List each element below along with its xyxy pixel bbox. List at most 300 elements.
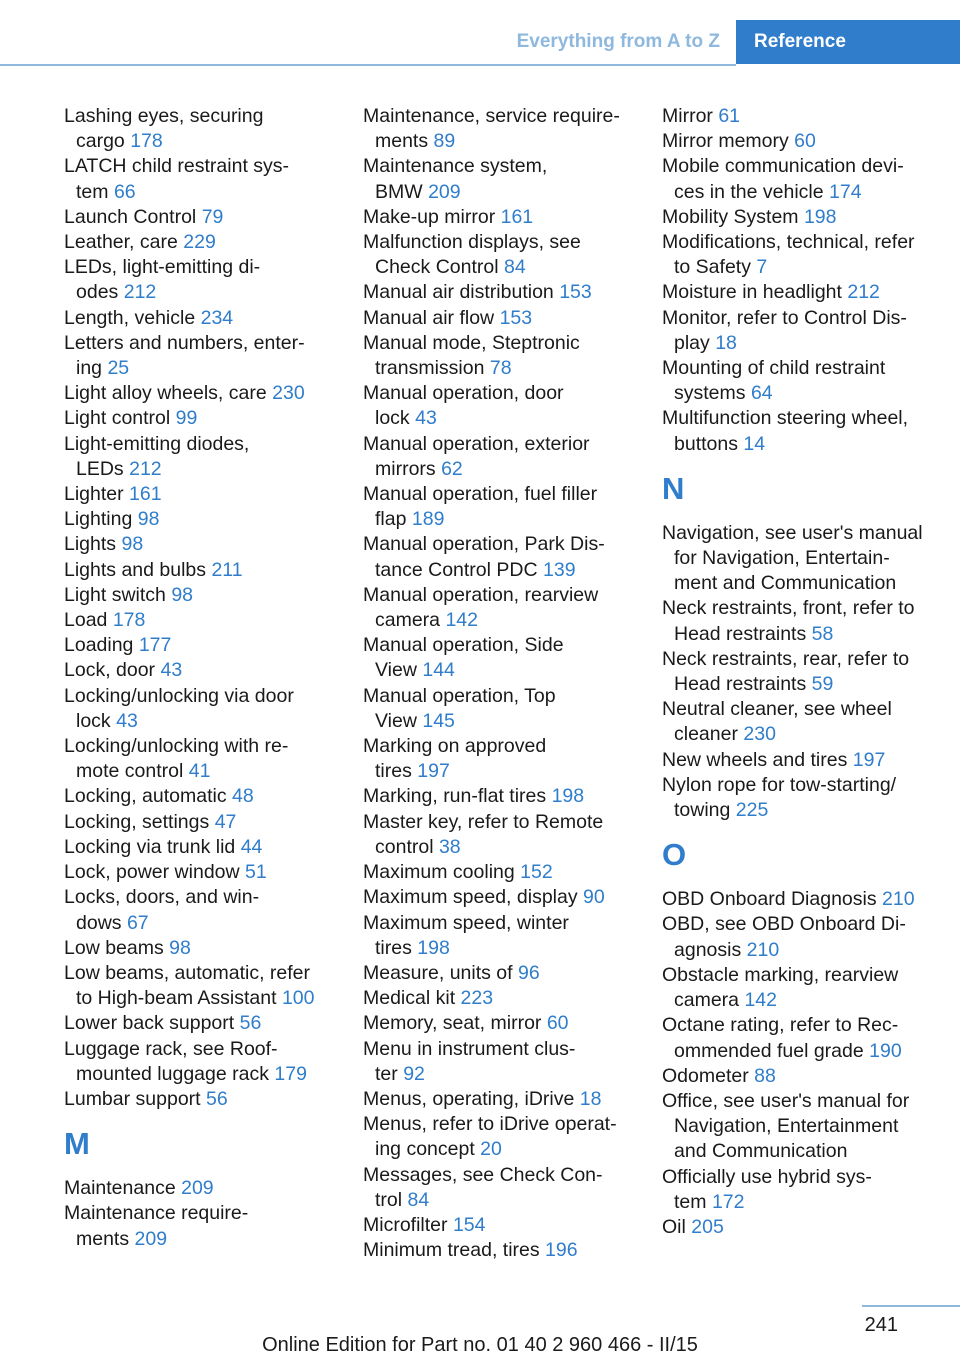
index-entry-text: Monitor, refer to Control Dis- [662,306,907,329]
page-reference-link[interactable]: 210 [882,888,915,911]
index-entry [64,406,336,431]
index-entry-text: Menus, operating, iDrive [363,1087,575,1110]
index-entry-text: Nylon rope for tow-starting/ [662,773,897,796]
index-entry [64,432,336,482]
index-entry [662,356,934,406]
index-entry-text: Manual air distribution [363,281,554,304]
index-entry [363,961,635,986]
page-reference-link[interactable]: 51 [245,861,267,884]
page-reference-link[interactable]: 223 [460,987,494,1010]
page-reference-link[interactable]: 60 [546,1012,569,1035]
index-entry-text: Modifications, technical, refer [662,231,915,254]
page-reference-link[interactable]: 62 [441,457,463,480]
index-entry-text: lock [375,407,410,430]
index-entry-text: ing [76,357,103,380]
index-entry [64,532,336,557]
index-entry-text: Locking, settings [64,810,210,833]
index-entry [662,154,934,204]
index-entry [64,885,336,935]
page-reference-link[interactable]: 38 [438,835,461,858]
page-reference-link[interactable]: 154 [452,1213,486,1236]
index-entry-text: tance Control PDC [375,558,538,581]
index-entry-text: Manual air flow [363,306,495,329]
index-entry-text: Letters and numbers, enter- [64,331,305,354]
page-reference-link[interactable]: 20 [480,1138,502,1161]
index-entry-text: cleaner [674,723,738,746]
index-entry [363,1011,635,1036]
page-reference-link[interactable]: 177 [138,634,172,657]
index-entry [64,1176,336,1201]
edition-note: Online Edition for Part no. 01 40 2 960 466 - II/15 [262,1334,698,1356]
page-reference-link[interactable]: 43 [160,659,183,682]
page-reference-link[interactable]: 90 [583,886,605,909]
index-entry-text: Maximum cooling [363,861,515,884]
index-entry-text: Lighter [64,483,124,506]
index-entry [64,684,336,734]
index-entry-text: for Navigation, Entertain- [674,547,890,570]
index-entry-text: Length, vehicle [64,306,196,329]
index-entry-text: LEDs, light-emitting di- [64,256,261,279]
page-reference-link[interactable]: 78 [489,357,512,380]
index-entry [64,255,336,305]
index-entry-text: Low beams [64,936,164,959]
index-entry-text: Head restraints [674,622,807,645]
index-entry-text: and Communication [674,1140,848,1163]
index-entry-text: Office, see user's manual for [662,1089,910,1112]
index-entry [363,885,635,910]
index-entry-text: mounted luggage rack [76,1062,269,1085]
index-entry [64,835,336,860]
page-reference-link[interactable]: 210 [746,938,780,961]
index-entry-text: Mirror memory [662,130,789,153]
page-reference-link[interactable]: 43 [415,407,437,430]
index-entry [64,658,336,683]
index-entry [662,596,934,646]
page-reference-link[interactable]: 229 [183,231,216,254]
index-entry-text: Maintenance [64,1177,176,1200]
index-entry [363,154,635,204]
index-entry-text: mirrors [375,457,436,480]
index-entry-text: flap [375,508,407,531]
index-entry [363,381,635,431]
index-entry [64,810,336,835]
index-entry-text: Messages, see Check Con- [363,1163,603,1186]
index-entry [64,482,336,507]
index-entry-text: Navigation, Entertainment [674,1115,899,1138]
index-entry-text: Lights [64,533,117,556]
index-entry-text: Marking on approved [363,735,547,758]
index-entry [662,697,934,747]
index-entry-text: odes [76,281,119,304]
index-entry-text: ments [375,130,429,153]
index-entry-text: Light control [64,407,171,430]
index-entry-text: Lashing eyes, securing [64,105,264,127]
page-reference-link[interactable]: 196 [545,1239,578,1262]
index-entry-text: Neck restraints, front, refer to [662,597,915,620]
index-entry [363,1037,635,1087]
index-entry-text: OBD Onboard Diagnosis [662,888,877,911]
page-reference-link[interactable]: 84 [407,1188,430,1211]
index-entry-text: tem [674,1190,707,1213]
index-entry-text: buttons [674,432,738,455]
index-entry [363,734,635,784]
page-reference-link[interactable]: 212 [847,281,880,304]
page-reference-link[interactable]: 56 [239,1012,262,1035]
index-entry-text: Mirror [662,105,713,127]
index-entry [662,280,934,305]
index-entry-text: Officially use hybrid sys- [662,1165,872,1188]
index-entry [363,331,635,381]
index-entry-text: Maintenance, service require- [363,105,620,127]
page-reference-link[interactable]: 96 [518,961,540,984]
page-reference-link[interactable]: 7 [756,256,768,279]
page-reference-link[interactable]: 172 [711,1190,745,1213]
index-entry-text: to Safety [674,256,751,279]
index-entry-text: systems [674,382,746,405]
index-entry [64,936,336,961]
index-entry-text: Multifunction steering wheel, [662,407,909,430]
page-reference-link[interactable]: 198 [417,936,450,959]
index-entry [363,1163,635,1213]
index-entry [64,1201,336,1251]
page-reference-link[interactable]: 59 [811,673,834,696]
index-entry [363,1213,635,1238]
page-reference-link[interactable]: 79 [201,205,224,228]
index-entry [64,104,336,154]
index-entry-text: ment and Communication [674,572,897,595]
index-entry-text: trol [375,1188,403,1211]
page-reference-link[interactable]: 14 [743,432,766,455]
index-entry-text: Moisture in headlight [662,281,842,304]
index-entry-text: Light switch [64,583,166,606]
page-reference-link[interactable]: 189 [411,508,445,531]
page-reference-link[interactable]: 98 [121,533,144,556]
index-entry [64,1037,336,1087]
index-letter-heading: M [64,1126,90,1162]
page-reference-link[interactable]: 211 [211,558,243,581]
index-entry-text: Leather, care [64,231,178,254]
page-reference-link[interactable]: 212 [129,457,162,480]
index-entry-text: Maintenance system, [363,155,548,178]
index-entry [363,810,635,860]
index-entry-text: Check Control [375,256,499,279]
index-entry-text: Lights and bulbs [64,558,207,581]
index-entry-text: dows [76,911,122,934]
index-entry-text: Make-up mirror [363,205,496,228]
index-entry-text: Lock, power window [64,861,240,884]
index-entry-text: LEDs [76,457,124,480]
index-entry-text: Mounting of child restraint [662,357,886,380]
page-reference-link[interactable]: 153 [499,306,533,329]
index-entry-text: towing [674,799,731,822]
index-entry [64,205,336,230]
index-entry [363,986,635,1011]
index-entry-text: Marking, run-flat tires [363,785,547,808]
page-reference-link[interactable]: 190 [869,1039,902,1062]
index-entry [64,381,336,406]
index-entry [64,1011,336,1036]
index-entry [64,230,336,255]
index-entry [662,912,934,962]
index-entry-text: Light-emitting diodes, [64,432,250,455]
index-entry-text: Manual operation, exterior [363,432,590,455]
index-entry [662,205,934,230]
index-entry [662,406,934,456]
header-section-title: Everything from A to Z [516,31,720,52]
index-entry-text: Locking/unlocking with re- [64,735,289,758]
page-reference-link[interactable]: 64 [750,382,773,405]
index-entry-text: camera [674,989,740,1012]
index-entry [662,521,934,597]
index-column-2 [363,104,635,1263]
index-entry [662,773,934,823]
page-reference-link[interactable]: 18 [715,331,737,354]
index-entry-text: cargo [76,130,125,153]
page-reference-link[interactable]: 142 [445,609,478,632]
page-reference-link[interactable]: 174 [829,180,862,203]
index-entry [363,306,635,331]
page-reference-link[interactable]: 230 [743,723,776,746]
index-entry-text: Locks, doors, and win- [64,886,260,909]
index-entry-text: tem [76,180,109,203]
page-reference-link[interactable]: 99 [175,407,198,430]
page-reference-link[interactable]: 161 [129,483,162,506]
index-entry-text: Locking, automatic [64,785,227,808]
page-reference-link[interactable]: 47 [214,810,237,833]
page-reference-link[interactable]: 67 [126,911,149,934]
index-entry-text: View [375,659,417,682]
page-reference-link[interactable]: 198 [551,785,585,808]
index-entry [662,647,934,697]
index-entry-text: camera [375,609,441,632]
index-entry-text: Octane rating, refer to Rec- [662,1014,899,1037]
index-entry-text: Malfunction displays, see [363,231,581,254]
page-reference-link[interactable]: 66 [113,180,136,203]
index-entry-text: Locking via trunk lid [64,835,236,858]
index-entry [363,911,635,961]
index-entry-text: ces in the vehicle [674,180,824,203]
index-entry-text: Manual operation, door [363,382,564,405]
index-entry [662,129,934,154]
index-entry-text: LATCH child restraint sys- [64,155,290,178]
page-reference-link[interactable]: 161 [500,205,534,228]
index-entry [64,507,336,532]
index-entry-text: Lumbar support [64,1087,201,1110]
index-entry-text: Maintenance require- [64,1202,249,1225]
page-reference-link[interactable]: 209 [134,1227,168,1250]
index-entry-text: tires [375,760,412,783]
page-reference-link[interactable]: 61 [718,105,741,127]
index-entry-text: Oil [662,1215,686,1238]
index-entry [662,963,934,1013]
page-reference-link[interactable]: 225 [735,799,769,822]
page-reference-link[interactable]: 89 [433,130,456,153]
index-entry-text: Measure, units of [363,961,513,984]
index-entry [363,432,635,482]
page-reference-link[interactable]: 25 [107,357,130,380]
index-column-1 [64,104,336,1252]
page-reference-link[interactable]: 178 [112,609,146,632]
index-entry-text: Manual operation, Side [363,634,564,657]
index-entry [662,1215,934,1240]
index-entry [64,331,336,381]
index-entry-text: tires [375,936,412,959]
page-number: 241 [864,1314,898,1336]
index-entry [64,961,336,1011]
page-reference-link[interactable]: 234 [200,306,234,329]
index-entry-text: Obstacle marking, rearview [662,963,899,986]
index-entry-text: Menu in instrument clus- [363,1037,576,1060]
index-entry-text: Mobile communication devi- [662,155,904,178]
page-reference-link[interactable]: 98 [137,508,160,531]
page-reference-link[interactable]: 43 [116,709,138,732]
index-letter-heading: N [662,470,685,506]
index-entry-text: Manual operation, fuel filler [363,483,598,506]
index-entry [662,1013,934,1063]
page-reference-link[interactable]: 153 [559,281,592,304]
page-reference-link[interactable]: 178 [130,130,163,153]
index-entry-text: Load [64,609,108,632]
index-entry [363,860,635,885]
index-entry-text: to High-beam Assistant [76,987,277,1010]
index-entry-text: Maximum speed, display [363,886,578,909]
page-reference-link[interactable]: 18 [579,1087,602,1110]
index-entry-text: Manual operation, rearview [363,583,599,606]
page-reference-link[interactable]: 230 [272,382,305,405]
page-reference-link[interactable]: 179 [274,1062,307,1085]
index-entry [363,205,635,230]
index-entry [363,280,635,305]
index-entry-text: Neutral cleaner, see wheel [662,698,892,721]
index-entry-text: Neck restraints, rear, refer to [662,647,910,670]
page-reference-link[interactable]: 92 [403,1062,425,1085]
index-entry-text: Memory, seat, mirror [363,1012,542,1035]
footer-rule [862,1305,960,1307]
index-entry-text: Mobility System [662,205,799,228]
index-entry-text: Odometer [662,1064,749,1087]
index-entry-text: Luggage rack, see Roof- [64,1037,278,1060]
index-entry-text: OBD, see OBD Onboard Di- [662,913,906,936]
index-entry [662,887,934,912]
index-entry-text: New wheels and tires [662,748,848,771]
page-reference-link[interactable]: 212 [123,281,157,304]
index-entry [64,306,336,331]
index-entry [363,784,635,809]
index-entry-text: play [674,331,710,354]
index-entry [363,684,635,734]
page-reference-link[interactable]: 48 [232,785,254,808]
index-entry-text: Locking/unlocking via door [64,684,294,707]
index-entry-text: View [375,709,417,732]
page-reference-link[interactable]: 205 [691,1215,724,1238]
index-entry [363,1087,635,1112]
index-entry-text: Microfilter [363,1213,448,1236]
index-entry [64,154,336,204]
index-entry-text: Loading [64,634,134,657]
page-reference-link[interactable]: 98 [169,936,191,959]
page-reference-link[interactable]: 144 [422,659,455,682]
index-entry [64,608,336,633]
header-chapter-tab[interactable]: Reference [736,20,960,64]
page-reference-link[interactable]: 60 [794,130,816,153]
index-column-3 [662,104,934,1240]
page-reference-link[interactable]: 56 [206,1087,228,1110]
page-reference-link[interactable]: 84 [503,256,526,279]
page-reference-link[interactable]: 88 [754,1064,776,1087]
index-entry-text: Maximum speed, winter [363,911,569,934]
index-entry-text: Manual operation, Top [363,684,556,707]
page-reference-link[interactable]: 152 [520,861,553,884]
page-reference-link[interactable]: 142 [744,989,777,1012]
index-entry-text: agnosis [674,938,742,961]
index-entry [363,633,635,683]
index-entry-text: transmission [375,357,485,380]
index-entry-text: Master key, refer to Remote [363,810,604,833]
index-entry [363,583,635,633]
index-entry-text: Head restraints [674,673,807,696]
index-entry [64,558,336,583]
index-entry-text: mote control [76,760,184,783]
page-reference-link[interactable]: 100 [281,987,315,1010]
page-reference-link[interactable]: 58 [811,622,834,645]
index-entry [64,583,336,608]
index-entry [363,1112,635,1162]
index-entry-text: ments [76,1227,130,1250]
index-entry [64,734,336,784]
index-entry-text: ing concept [375,1138,475,1161]
index-entry-text: Low beams, automatic, refer [64,961,311,984]
page-reference-link[interactable]: 197 [417,760,450,783]
index-entry [64,633,336,658]
page-reference-link[interactable]: 139 [543,558,576,581]
index-entry-text: Manual operation, Park Dis- [363,533,605,556]
index-entry-text: Lighting [64,508,133,531]
index-entry-text: Manual mode, Steptronic [363,331,580,354]
index-entry [64,1087,336,1112]
index-entry [662,1064,934,1089]
index-entry-text: Light alloy wheels, care [64,382,267,405]
index-entry [363,532,635,582]
index-entry [662,748,934,773]
index-entry [363,104,635,154]
index-entry [64,860,336,885]
index-entry [363,482,635,532]
index-entry-text: Menus, refer to iDrive operat- [363,1113,617,1136]
page-reference-link[interactable]: 145 [422,709,455,732]
index-entry [64,784,336,809]
page-reference-link[interactable]: 198 [803,205,837,228]
page-reference-link[interactable]: 209 [181,1177,214,1200]
index-entry-text: ter [375,1062,398,1085]
index-entry-text: ommended fuel grade [674,1039,864,1062]
index-entry [662,104,934,129]
index-entry [363,1238,635,1263]
page-reference-link[interactable]: 44 [240,835,263,858]
index-entry [662,1089,934,1165]
index-letter-heading: O [662,837,687,873]
page-reference-link[interactable]: 197 [852,748,886,771]
index-entry [662,230,934,280]
page-reference-link[interactable]: 98 [171,583,194,606]
index-entry-text: Lock, door [64,659,156,682]
index-entry-text: Launch Control [64,205,197,228]
index-entry-text: Lower back support [64,1012,235,1035]
index-entry [363,230,635,280]
index-entry-text: Navigation, see user's manual [662,521,923,544]
page-reference-link[interactable]: 209 [428,180,461,203]
index-entry-text: Minimum tread, tires [363,1239,540,1262]
page-reference-link[interactable]: 41 [188,760,211,783]
